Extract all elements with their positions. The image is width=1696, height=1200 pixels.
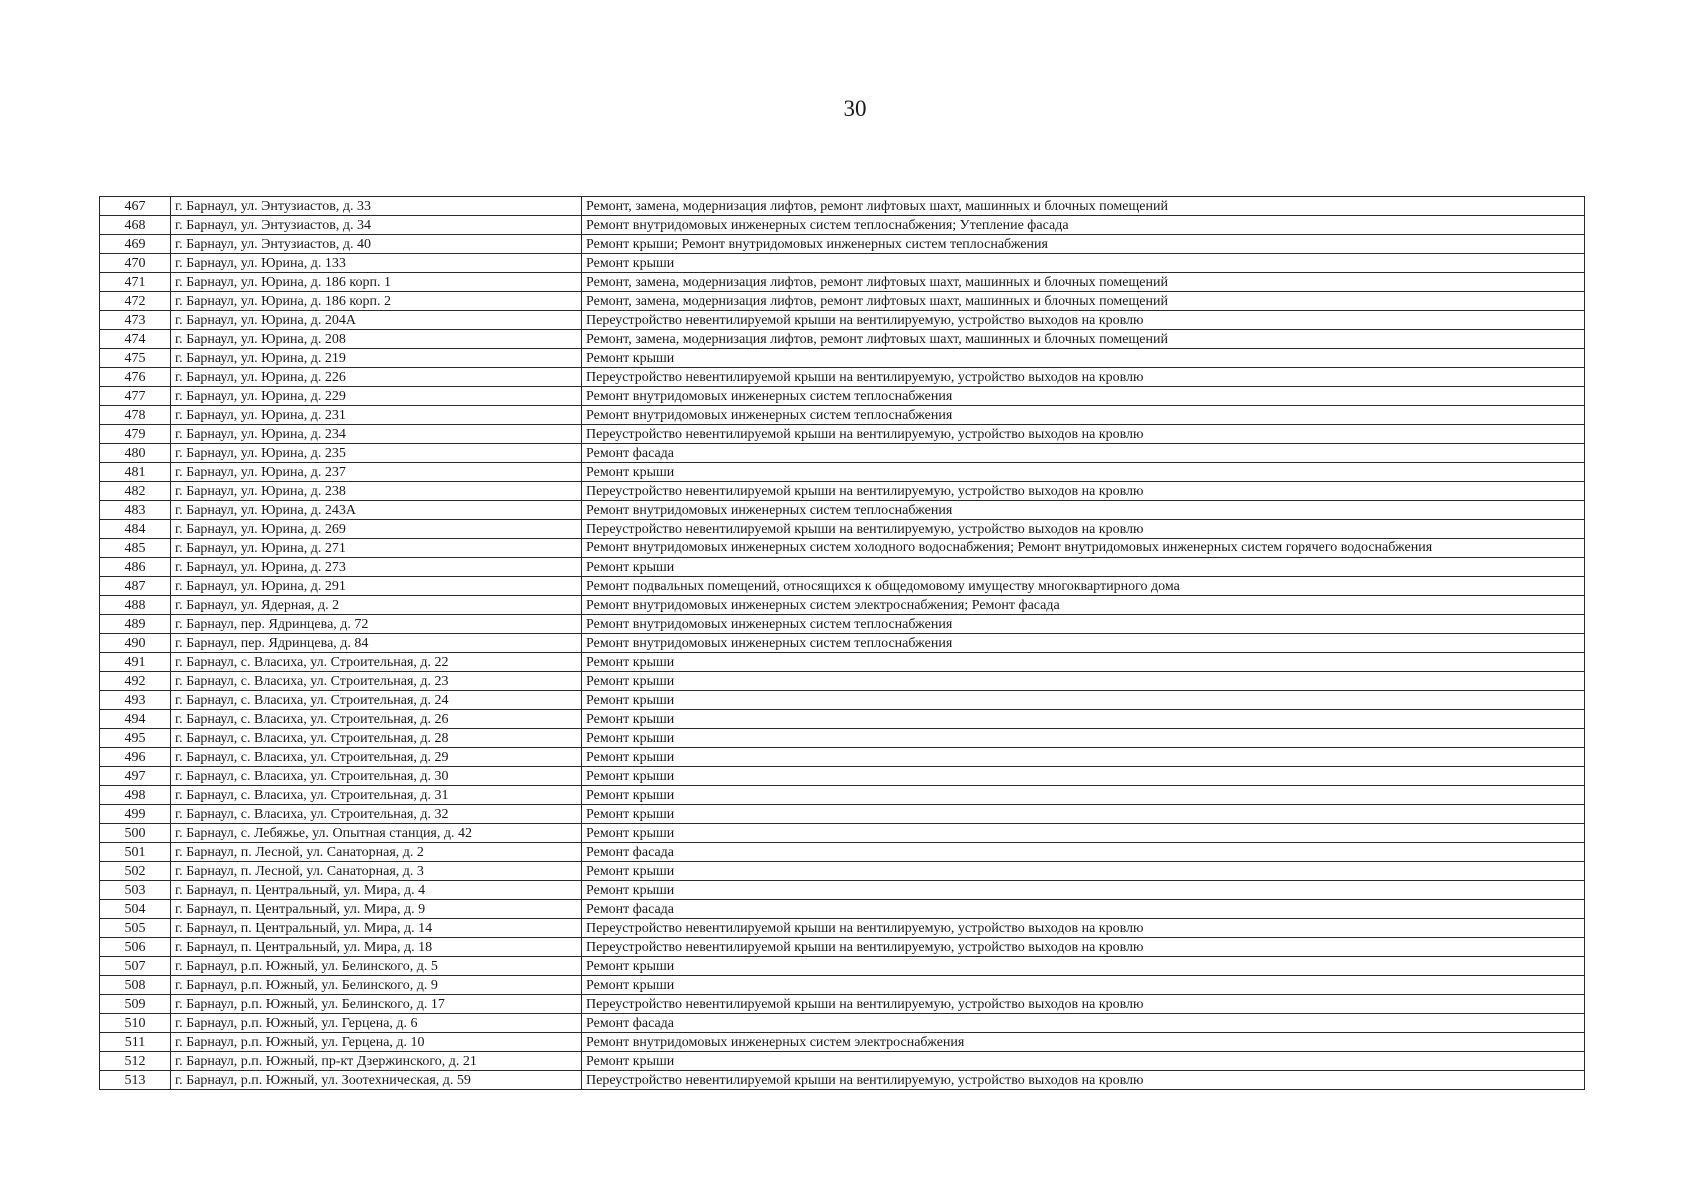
address-cell: г. Барнаул, с. Власиха, ул. Строительная, д. 28	[171, 729, 582, 748]
work-type-cell: Ремонт крыши	[582, 349, 1585, 368]
work-type-cell: Ремонт крыши	[582, 729, 1585, 748]
work-type-cell: Переустройство невентилируемой крыши на вентилируемую, устройство выходов на кровлю	[582, 520, 1585, 539]
table-row	[100, 425, 1585, 444]
address-cell: г. Барнаул, р.п. Южный, ул. Герцена, д. 10	[171, 1033, 582, 1052]
address-cell: г. Барнаул, ул. Юрина, д. 186 корп. 2	[171, 292, 582, 311]
work-type-cell: Переустройство невентилируемой крыши на вентилируемую, устройство выходов на кровлю	[582, 938, 1585, 957]
address-cell: г. Барнаул, ул. Юрина, д. 235	[171, 444, 582, 463]
address-cell: г. Барнаул, р.п. Южный, пр-кт Дзержинского, д. 21	[171, 1052, 582, 1071]
address-cell: г. Барнаул, с. Власиха, ул. Строительная, д. 22	[171, 653, 582, 672]
address-cell: г. Барнаул, ул. Юрина, д. 237	[171, 463, 582, 482]
row-number-cell: 491	[100, 653, 171, 672]
table-row	[100, 824, 1585, 843]
row-number-cell: 480	[100, 444, 171, 463]
address-cell: г. Барнаул, р.п. Южный, ул. Белинского, д. 5	[171, 957, 582, 976]
work-type-cell: Ремонт внутридомовых инженерных систем теплоснабжения; Утепление фасада	[582, 216, 1585, 235]
table-row	[100, 235, 1585, 254]
row-number-cell: 473	[100, 311, 171, 330]
address-cell: г. Барнаул, с. Власиха, ул. Строительная, д. 29	[171, 748, 582, 767]
row-number-cell: 507	[100, 957, 171, 976]
table-row	[100, 653, 1585, 672]
table-row	[100, 197, 1585, 216]
address-cell: г. Барнаул, р.п. Южный, ул. Зоотехническая, д. 59	[171, 1071, 582, 1090]
work-type-cell: Ремонт крыши; Ремонт внутридомовых инженерных систем теплоснабжения	[582, 235, 1585, 254]
row-number-cell: 495	[100, 729, 171, 748]
table-row	[100, 843, 1585, 862]
work-type-cell: Ремонт внутридомовых инженерных систем теплоснабжения	[582, 501, 1585, 520]
row-number-cell: 500	[100, 824, 171, 843]
address-cell: г. Барнаул, р.п. Южный, ул. Белинского, д. 17	[171, 995, 582, 1014]
table-row	[100, 748, 1585, 767]
work-type-cell: Ремонт крыши	[582, 558, 1585, 577]
row-number-cell: 484	[100, 520, 171, 539]
address-cell: г. Барнаул, с. Власиха, ул. Строительная, д. 32	[171, 805, 582, 824]
row-number-cell: 488	[100, 596, 171, 615]
row-number-cell: 471	[100, 273, 171, 292]
address-cell: г. Барнаул, ул. Юрина, д. 208	[171, 330, 582, 349]
work-type-cell: Ремонт крыши	[582, 1052, 1585, 1071]
table-row	[100, 539, 1585, 558]
work-type-cell: Ремонт крыши	[582, 805, 1585, 824]
table-row	[100, 273, 1585, 292]
row-number-cell: 485	[100, 539, 171, 558]
row-number-cell: 477	[100, 387, 171, 406]
work-type-cell: Ремонт крыши	[582, 463, 1585, 482]
table-row	[100, 292, 1585, 311]
address-cell: г. Барнаул, ул. Юрина, д. 133	[171, 254, 582, 273]
table-row	[100, 881, 1585, 900]
address-cell: г. Барнаул, ул. Юрина, д. 226	[171, 368, 582, 387]
table-row	[100, 349, 1585, 368]
address-cell: г. Барнаул, ул. Юрина, д. 219	[171, 349, 582, 368]
row-number-cell: 504	[100, 900, 171, 919]
page-number: 30	[843, 96, 867, 121]
table-row	[100, 596, 1585, 615]
row-number-cell: 513	[100, 1071, 171, 1090]
row-number-cell: 481	[100, 463, 171, 482]
work-type-cell: Ремонт фасада	[582, 843, 1585, 862]
work-type-cell: Ремонт фасада	[582, 444, 1585, 463]
row-number-cell: 483	[100, 501, 171, 520]
row-number-cell: 510	[100, 1014, 171, 1033]
row-number-cell: 472	[100, 292, 171, 311]
work-type-cell: Ремонт крыши	[582, 748, 1585, 767]
work-type-cell: Ремонт внутридомовых инженерных систем электроснабжения	[582, 1033, 1585, 1052]
table-row	[100, 691, 1585, 710]
address-cell: г. Барнаул, ул. Юрина, д. 238	[171, 482, 582, 501]
table-row	[100, 862, 1585, 881]
table-row	[100, 501, 1585, 520]
address-cell: г. Барнаул, ул. Юрина, д. 204А	[171, 311, 582, 330]
address-cell: г. Барнаул, ул. Юрина, д. 229	[171, 387, 582, 406]
work-type-cell: Переустройство невентилируемой крыши на вентилируемую, устройство выходов на кровлю	[582, 919, 1585, 938]
row-number-cell: 501	[100, 843, 171, 862]
address-cell: г. Барнаул, ул. Энтузиастов, д. 33	[171, 197, 582, 216]
row-number-cell: 506	[100, 938, 171, 957]
table-row	[100, 1033, 1585, 1052]
address-cell: г. Барнаул, п. Центральный, ул. Мира, д. 4	[171, 881, 582, 900]
address-cell: г. Барнаул, ул. Юрина, д. 243А	[171, 501, 582, 520]
work-type-cell: Ремонт крыши	[582, 653, 1585, 672]
address-cell: г. Барнаул, ул. Юрина, д. 231	[171, 406, 582, 425]
table-row	[100, 672, 1585, 691]
work-type-cell: Ремонт крыши	[582, 957, 1585, 976]
table-row	[100, 1052, 1585, 1071]
table-row	[100, 767, 1585, 786]
address-cell: г. Барнаул, п. Лесной, ул. Санаторная, д. 2	[171, 843, 582, 862]
row-number-cell: 469	[100, 235, 171, 254]
work-type-cell: Ремонт крыши	[582, 881, 1585, 900]
row-number-cell: 502	[100, 862, 171, 881]
table-row	[100, 577, 1585, 596]
works-table-body	[100, 197, 1585, 1090]
address-cell: г. Барнаул, п. Центральный, ул. Мира, д. 18	[171, 938, 582, 957]
row-number-cell: 467	[100, 197, 171, 216]
address-cell: г. Барнаул, с. Власиха, ул. Строительная, д. 24	[171, 691, 582, 710]
work-type-cell: Ремонт, замена, модернизация лифтов, ремонт лифтовых шахт, машинных и блочных помещений	[582, 273, 1585, 292]
work-type-cell: Ремонт внутридомовых инженерных систем электроснабжения; Ремонт фасада	[582, 596, 1585, 615]
address-cell: г. Барнаул, ул. Юрина, д. 269	[171, 520, 582, 539]
row-number-cell: 486	[100, 558, 171, 577]
address-cell: г. Барнаул, р.п. Южный, ул. Герцена, д. 6	[171, 1014, 582, 1033]
table-row	[100, 444, 1585, 463]
work-type-cell: Ремонт крыши	[582, 672, 1585, 691]
table-row	[100, 387, 1585, 406]
address-cell: г. Барнаул, ул. Энтузиастов, д. 40	[171, 235, 582, 254]
work-type-cell: Ремонт, замена, модернизация лифтов, ремонт лифтовых шахт, машинных и блочных помещений	[582, 197, 1585, 216]
table-row	[100, 919, 1585, 938]
address-cell: г. Барнаул, с. Власиха, ул. Строительная, д. 31	[171, 786, 582, 805]
work-type-cell: Переустройство невентилируемой крыши на вентилируемую, устройство выходов на кровлю	[582, 425, 1585, 444]
row-number-cell: 494	[100, 710, 171, 729]
table-row	[100, 957, 1585, 976]
address-cell: г. Барнаул, с. Лебяжье, ул. Опытная станция, д. 42	[171, 824, 582, 843]
row-number-cell: 498	[100, 786, 171, 805]
row-number-cell: 475	[100, 349, 171, 368]
table-row	[100, 995, 1585, 1014]
table-row	[100, 710, 1585, 729]
row-number-cell: 492	[100, 672, 171, 691]
address-cell: г. Барнаул, ул. Энтузиастов, д. 34	[171, 216, 582, 235]
work-type-cell: Ремонт фасада	[582, 900, 1585, 919]
work-type-cell: Переустройство невентилируемой крыши на вентилируемую, устройство выходов на кровлю	[582, 1071, 1585, 1090]
address-cell: г. Барнаул, с. Власиха, ул. Строительная, д. 26	[171, 710, 582, 729]
work-type-cell: Ремонт крыши	[582, 786, 1585, 805]
work-type-cell: Переустройство невентилируемой крыши на вентилируемую, устройство выходов на кровлю	[582, 368, 1585, 387]
address-cell: г. Барнаул, р.п. Южный, ул. Белинского, д. 9	[171, 976, 582, 995]
table-row	[100, 520, 1585, 539]
work-type-cell: Ремонт подвальных помещений, относящихся к общедомовому имуществу многоквартирного дома	[582, 577, 1585, 596]
work-type-cell: Ремонт крыши	[582, 862, 1585, 881]
row-number-cell: 482	[100, 482, 171, 501]
row-number-cell: 468	[100, 216, 171, 235]
work-type-cell: Ремонт крыши	[582, 710, 1585, 729]
work-type-cell: Переустройство невентилируемой крыши на вентилируемую, устройство выходов на кровлю	[582, 995, 1585, 1014]
row-number-cell: 512	[100, 1052, 171, 1071]
work-type-cell: Ремонт фасада	[582, 1014, 1585, 1033]
row-number-cell: 470	[100, 254, 171, 273]
address-cell: г. Барнаул, ул. Ядерная, д. 2	[171, 596, 582, 615]
work-type-cell: Ремонт крыши	[582, 824, 1585, 843]
work-type-cell: Ремонт внутридомовых инженерных систем теплоснабжения	[582, 634, 1585, 653]
table-row	[100, 805, 1585, 824]
work-type-cell: Ремонт крыши	[582, 691, 1585, 710]
table-row	[100, 311, 1585, 330]
table-row	[100, 216, 1585, 235]
row-number-cell: 505	[100, 919, 171, 938]
work-type-cell: Ремонт крыши	[582, 254, 1585, 273]
table-row	[100, 558, 1585, 577]
work-type-cell: Переустройство невентилируемой крыши на вентилируемую, устройство выходов на кровлю	[582, 311, 1585, 330]
address-cell: г. Барнаул, ул. Юрина, д. 273	[171, 558, 582, 577]
table-row	[100, 976, 1585, 995]
work-type-cell: Ремонт крыши	[582, 976, 1585, 995]
row-number-cell: 489	[100, 615, 171, 634]
table-row	[100, 330, 1585, 349]
table-row	[100, 615, 1585, 634]
works-table	[99, 196, 1585, 1090]
address-cell: г. Барнаул, ул. Юрина, д. 271	[171, 539, 582, 558]
row-number-cell: 509	[100, 995, 171, 1014]
row-number-cell: 496	[100, 748, 171, 767]
table-row	[100, 463, 1585, 482]
row-number-cell: 476	[100, 368, 171, 387]
address-cell: г. Барнаул, ул. Юрина, д. 234	[171, 425, 582, 444]
address-cell: г. Барнаул, ул. Юрина, д. 186 корп. 1	[171, 273, 582, 292]
table-row	[100, 900, 1585, 919]
address-cell: г. Барнаул, пер. Ядринцева, д. 84	[171, 634, 582, 653]
work-type-cell: Ремонт, замена, модернизация лифтов, ремонт лифтовых шахт, машинных и блочных помещений	[582, 292, 1585, 311]
address-cell: г. Барнаул, пер. Ядринцева, д. 72	[171, 615, 582, 634]
table-row	[100, 406, 1585, 425]
address-cell: г. Барнаул, с. Власиха, ул. Строительная, д. 23	[171, 672, 582, 691]
table-row	[100, 786, 1585, 805]
table-row	[100, 1014, 1585, 1033]
work-type-cell: Ремонт, замена, модернизация лифтов, ремонт лифтовых шахт, машинных и блочных помещений	[582, 330, 1585, 349]
row-number-cell: 503	[100, 881, 171, 900]
work-type-cell: Ремонт внутридомовых инженерных систем теплоснабжения	[582, 387, 1585, 406]
row-number-cell: 490	[100, 634, 171, 653]
address-cell: г. Барнаул, с. Власиха, ул. Строительная, д. 30	[171, 767, 582, 786]
row-number-cell: 478	[100, 406, 171, 425]
work-type-cell: Переустройство невентилируемой крыши на вентилируемую, устройство выходов на кровлю	[582, 482, 1585, 501]
address-cell: г. Барнаул, п. Центральный, ул. Мира, д. 9	[171, 900, 582, 919]
row-number-cell: 499	[100, 805, 171, 824]
address-cell: г. Барнаул, п. Лесной, ул. Санаторная, д. 3	[171, 862, 582, 881]
row-number-cell: 493	[100, 691, 171, 710]
table-row	[100, 482, 1585, 501]
table-row	[100, 1071, 1585, 1090]
row-number-cell: 474	[100, 330, 171, 349]
work-type-cell: Ремонт крыши	[582, 767, 1585, 786]
row-number-cell: 508	[100, 976, 171, 995]
work-type-cell: Ремонт внутридомовых инженерных систем холодного водоснабжения; Ремонт внутридомовых инженерных систем горячего водоснабжения	[582, 539, 1585, 558]
table-row	[100, 729, 1585, 748]
row-number-cell: 479	[100, 425, 171, 444]
row-number-cell: 497	[100, 767, 171, 786]
address-cell: г. Барнаул, п. Центральный, ул. Мира, д. 14	[171, 919, 582, 938]
table-row	[100, 634, 1585, 653]
table-row	[100, 938, 1585, 957]
table-row	[100, 254, 1585, 273]
table-row	[100, 368, 1585, 387]
work-type-cell: Ремонт внутридомовых инженерных систем теплоснабжения	[582, 406, 1585, 425]
address-cell: г. Барнаул, ул. Юрина, д. 291	[171, 577, 582, 596]
row-number-cell: 511	[100, 1033, 171, 1052]
row-number-cell: 487	[100, 577, 171, 596]
work-type-cell: Ремонт внутридомовых инженерных систем теплоснабжения	[582, 615, 1585, 634]
